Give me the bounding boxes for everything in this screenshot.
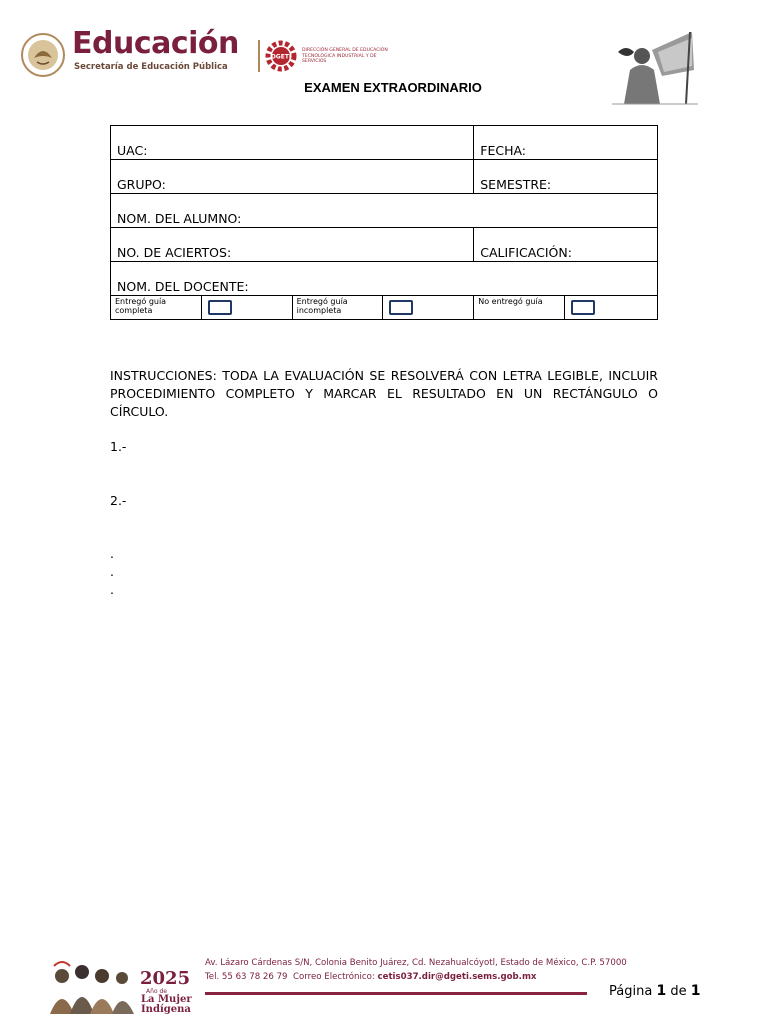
logo-subtitle: Secretaría de Educación Pública bbox=[74, 62, 228, 72]
guide-none-checkbox[interactable] bbox=[571, 300, 595, 315]
page-total: 1 bbox=[690, 983, 701, 999]
student-info-table bbox=[110, 125, 658, 320]
grupo-field[interactable]: GRUPO: bbox=[111, 160, 474, 194]
docente-field[interactable]: NOM. DEL DOCENTE: bbox=[111, 262, 658, 296]
page-word: Página bbox=[609, 984, 653, 999]
indigenous-women-illustration-icon bbox=[46, 958, 138, 1014]
ellipsis-dot: . bbox=[110, 546, 114, 561]
fecha-field[interactable]: FECHA: bbox=[474, 126, 658, 160]
ellipsis-dot: . bbox=[110, 564, 114, 579]
logo-title: Educación bbox=[72, 26, 239, 61]
semestre-field[interactable]: SEMESTRE: bbox=[474, 160, 658, 194]
calificacion-field[interactable]: CALIFICACIÓN: bbox=[474, 228, 658, 262]
ellipsis-dot: . bbox=[110, 582, 114, 597]
dgeti-mark: DGETI bbox=[270, 53, 292, 61]
header-divider bbox=[258, 40, 260, 72]
instructions: INSTRUCCIONES: TODA LA EVALUACIÓN SE RESOLVERÁ CON LETRA LEGIBLE, INCLUIR PROCEDIMIENTO COMPLETO Y MARCAR EL RESULTADO EN UN RECTÁNGULO O CÍRCULO. bbox=[110, 368, 658, 419]
dgeti-gear-icon bbox=[265, 39, 297, 73]
guide-incomplete-checkbox[interactable] bbox=[389, 300, 413, 315]
year-2025: 2025 bbox=[140, 968, 191, 989]
guide-incomplete-cell bbox=[383, 296, 474, 320]
footer-address: Av. Lázaro Cárdenas S/N, Colonia Benito Juárez, Cd. Nezahualcóyotl, Estado de México, C.P. 57000 bbox=[205, 958, 627, 968]
alumno-field[interactable]: NOM. DEL ALUMNO: bbox=[111, 194, 658, 228]
guide-none-label: No entregó guía bbox=[474, 296, 565, 320]
footer-email[interactable]: cetis037.dir@dgeti.sems.gob.mx bbox=[377, 972, 537, 982]
guide-incomplete-label: Entregó guía incompleta bbox=[292, 296, 383, 320]
page-of: de bbox=[670, 984, 687, 999]
year-subtitle: Año de bbox=[146, 988, 167, 995]
guide-complete-checkbox[interactable] bbox=[208, 300, 232, 315]
question-2: 2.- bbox=[110, 493, 127, 508]
aciertos-field[interactable]: NO. DE ACIERTOS: bbox=[111, 228, 474, 262]
uac-field[interactable]: UAC: bbox=[111, 126, 474, 160]
page-number bbox=[609, 983, 700, 999]
footer-contact bbox=[205, 972, 536, 982]
mexico-seal-icon bbox=[20, 32, 66, 78]
guide-complete-label: Entregó guía completa bbox=[111, 296, 202, 320]
year-line-1: La Mujer bbox=[141, 994, 192, 1005]
footer-tel: Tel. 55 63 78 26 79 bbox=[205, 972, 288, 982]
footer-email-label: Correo Electrónico: bbox=[293, 972, 375, 982]
footer-bar bbox=[205, 992, 587, 995]
document-title: EXAMEN EXTRAORDINARIO bbox=[304, 80, 482, 95]
year-line-2: Indígena bbox=[141, 1004, 191, 1015]
question-1: 1.- bbox=[110, 439, 127, 454]
guide-complete-cell bbox=[201, 296, 292, 320]
dgeti-text: DIRECCIÓN GENERAL DE EDUCACIÓN TECNOLÓGICA INDUSTRIAL Y DE SERVICIOS bbox=[302, 48, 388, 64]
page-current: 1 bbox=[656, 983, 667, 999]
guide-none-cell bbox=[565, 296, 658, 320]
